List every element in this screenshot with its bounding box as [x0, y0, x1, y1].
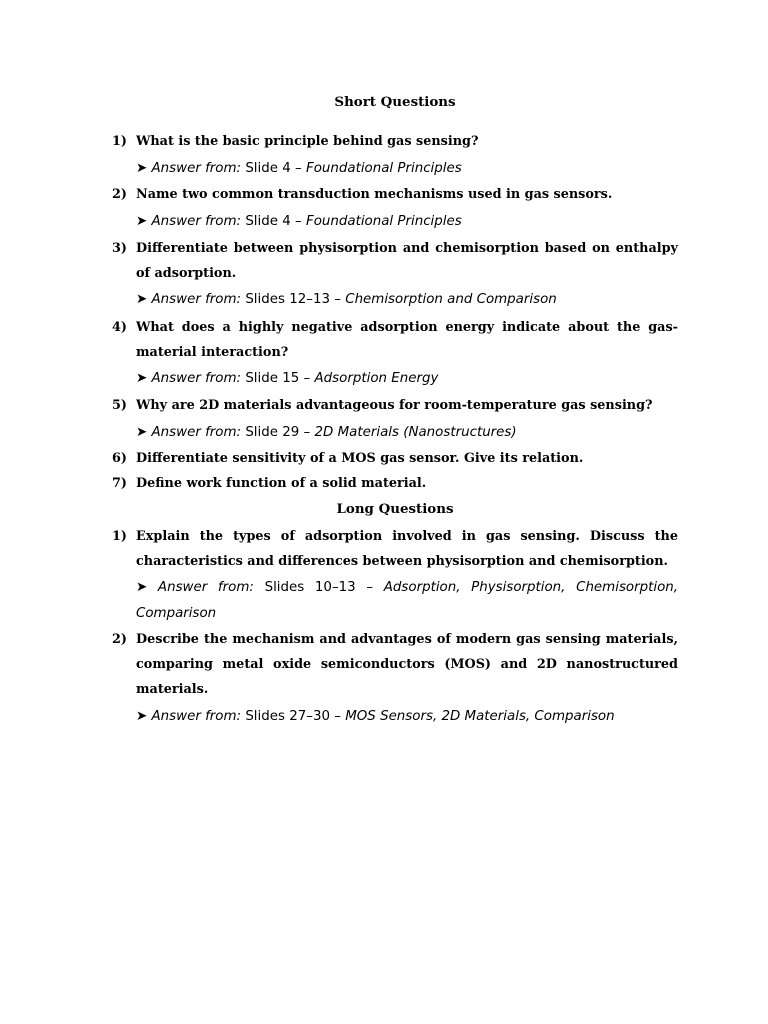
long-answer-1: [136, 575, 678, 627]
short-question-3: [112, 236, 678, 286]
short-question-6: [112, 446, 678, 471]
question-text: Why are 2D materials advantageous for room-temperature gas sensing?: [136, 398, 653, 413]
question-number: 7): [112, 476, 127, 491]
long-question-1: [112, 524, 678, 574]
question-number: 3): [112, 241, 127, 256]
question-text: Explain the types of adsorption involved in gas sensing. Discuss the characteristics and differences between physisorption and chemisorption.: [136, 529, 678, 569]
question-text: What does a highly negative adsorption energy indicate about the gas-material interaction?: [136, 320, 678, 360]
short-answer-1: [136, 156, 678, 182]
long-answer-2: [136, 704, 678, 730]
question-text: Differentiate sensitivity of a MOS gas sensor. Give its relation.: [136, 451, 584, 466]
short-question-7: [112, 471, 678, 496]
question-number: 2): [112, 187, 127, 202]
answer-prefix: Answer from:: [151, 425, 242, 440]
question-number: 1): [112, 529, 127, 544]
answer-reference: Slides 27–30 –: [245, 709, 341, 724]
answer-topic: Adsorption Energy: [314, 371, 439, 386]
arrow-icon: ➤: [136, 292, 148, 307]
answer-topic: 2D Materials (Nanostructures): [314, 425, 517, 440]
question-text: Define work function of a solid material.: [136, 476, 427, 491]
short-question-4: [112, 315, 678, 365]
answer-reference: Slides 12–13 –: [245, 292, 341, 307]
answer-reference: Slide 15 –: [245, 371, 311, 386]
question-text: Name two common transduction mechanisms used in gas sensors.: [136, 187, 613, 202]
answer-reference: Slide 29 –: [245, 425, 311, 440]
answer-prefix: Answer from:: [151, 709, 242, 724]
long-questions-heading: Long Questions: [336, 501, 454, 517]
arrow-icon: ➤: [136, 371, 148, 386]
question-number: 1): [112, 134, 127, 149]
arrow-icon: ➤: [136, 580, 148, 595]
answer-topic: Foundational Principles: [306, 214, 462, 229]
arrow-icon: ➤: [136, 709, 148, 724]
short-answer-5: [136, 420, 678, 446]
short-question-5: [112, 393, 678, 418]
question-number: 6): [112, 451, 127, 466]
question-number: 4): [112, 320, 127, 335]
arrow-icon: ➤: [136, 214, 148, 229]
answer-topic: Chemisorption and Comparison: [345, 292, 557, 307]
answer-reference: Slide 4 –: [245, 161, 302, 176]
answer-topic: MOS Sensors, 2D Materials, Comparison: [345, 709, 615, 724]
short-question-1: [112, 129, 678, 154]
answer-prefix: Answer from:: [151, 214, 242, 229]
answer-reference: Slide 4 –: [245, 214, 302, 229]
answer-prefix: Answer from:: [151, 161, 242, 176]
short-answer-4: [136, 366, 678, 392]
answer-prefix: Answer from:: [157, 580, 254, 595]
question-number: 2): [112, 632, 127, 647]
answer-topic: Foundational Principles: [306, 161, 462, 176]
answer-reference: Slides 10–13 –: [264, 580, 374, 595]
short-question-2: [112, 182, 678, 207]
question-text: What is the basic principle behind gas sensing?: [136, 134, 479, 149]
long-question-2: [112, 627, 678, 702]
question-number: 5): [112, 398, 127, 413]
arrow-icon: ➤: [136, 161, 148, 176]
answer-topic: Adsorption, Physisorption, Chemisorption, Comparison: [136, 580, 679, 621]
short-questions-heading: Short Questions: [334, 94, 456, 110]
short-answer-2: [136, 209, 678, 235]
short-answer-3: [136, 287, 678, 313]
answer-prefix: Answer from:: [151, 292, 242, 307]
question-text: Describe the mechanism and advantages of modern gas sensing materials, comparing metal oxide semiconductors (MOS) and 2D nanostructured materials.: [136, 632, 678, 697]
answer-prefix: Answer from:: [151, 371, 242, 386]
arrow-icon: ➤: [136, 425, 148, 440]
question-text: Differentiate between physisorption and chemisorption based on enthalpy of adsorption.: [136, 241, 678, 281]
